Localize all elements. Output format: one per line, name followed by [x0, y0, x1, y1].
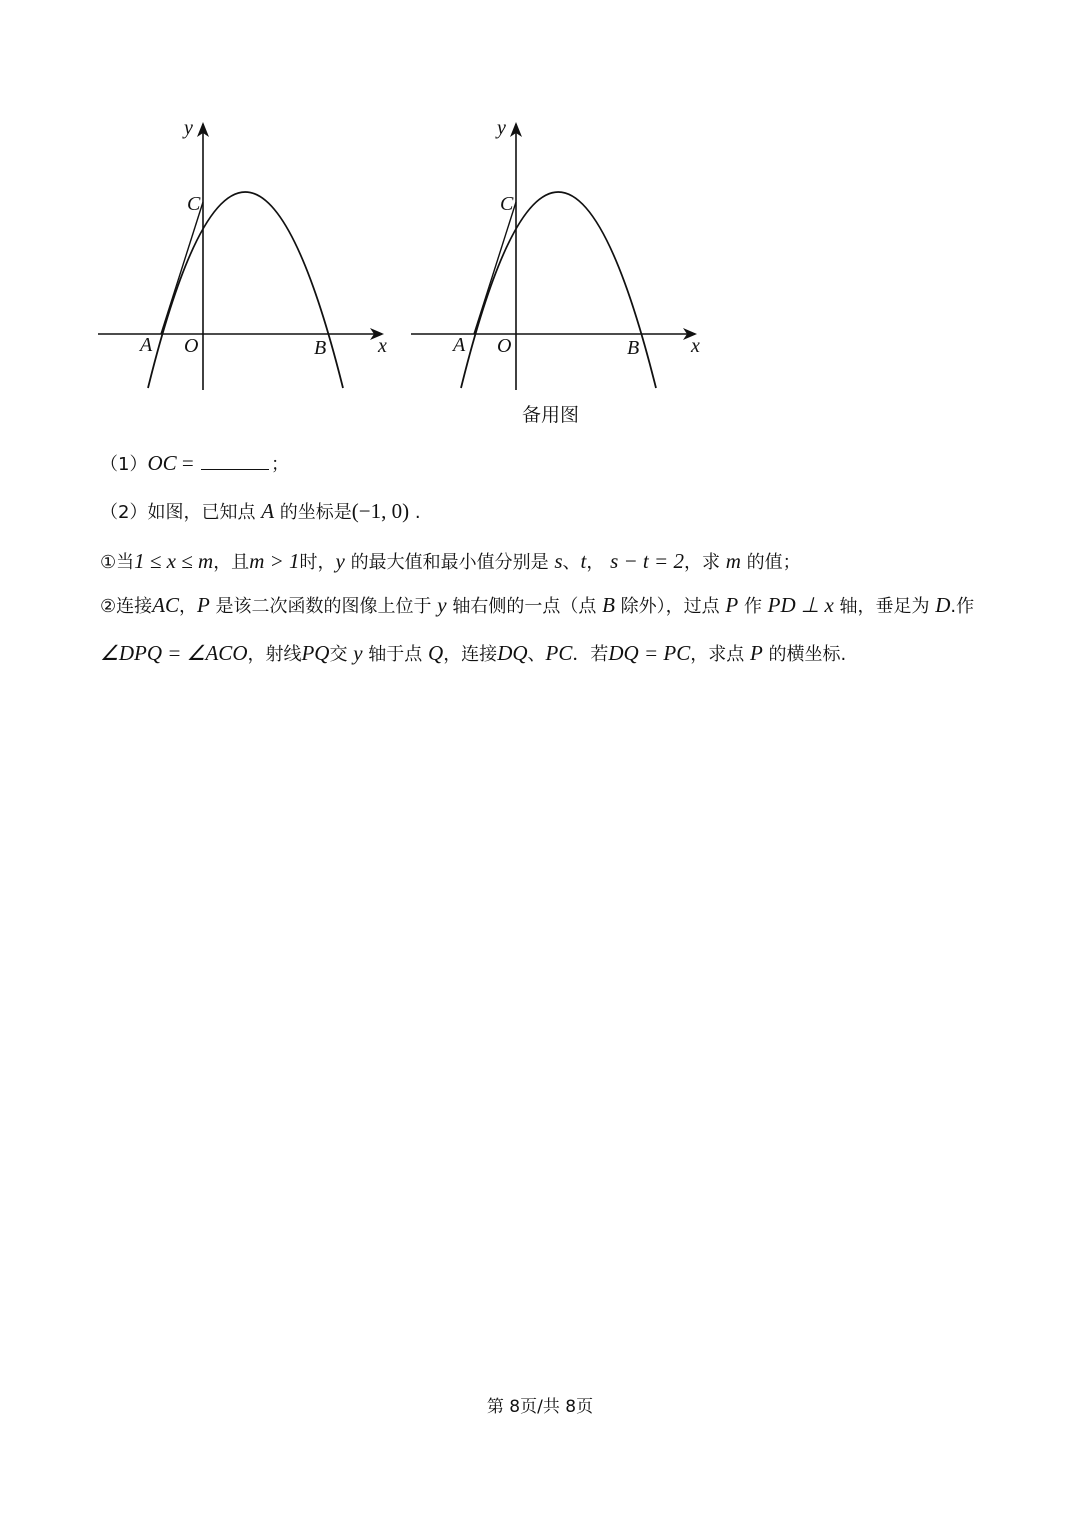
- chord-ac: [474, 202, 516, 334]
- q2c-text: ，射线: [247, 644, 302, 665]
- q2b-text: 除外），过点: [620, 596, 720, 617]
- q2b-text: 作: [743, 596, 762, 617]
- q2c-segment-dq: DQ: [497, 641, 528, 665]
- q2c-segment-pc: PC: [545, 641, 573, 665]
- label-o: O: [497, 335, 512, 357]
- question-2-part-2-line-2: [100, 640, 846, 668]
- label-a: A: [140, 334, 153, 356]
- q2b-segment-ac: AC: [152, 593, 179, 617]
- q1-lhs: OC: [147, 451, 177, 475]
- q2b-var-y: y: [437, 593, 447, 617]
- label-b: B: [627, 337, 640, 359]
- q2a-var-y: y: [335, 549, 345, 573]
- q2b-text: ，: [178, 596, 197, 617]
- q2a-condition-range: 1 ≤ x ≤ m: [134, 549, 214, 573]
- spare-figure-caption: 备用图: [522, 404, 580, 426]
- label-x: x: [691, 335, 700, 357]
- q2c-angle-equation: ∠DPQ = ∠ACO: [100, 641, 248, 665]
- q2b-point-d: D: [935, 593, 951, 617]
- q2c-text: 的横坐标.: [768, 644, 847, 665]
- figure-spare: [403, 110, 713, 404]
- question-1: [100, 450, 289, 478]
- q2c-point-q: Q: [428, 641, 444, 665]
- q2b-point-b: B: [602, 593, 615, 617]
- label-b: B: [314, 337, 327, 359]
- q2c-text: ．若: [572, 644, 609, 665]
- q2c-text: 交: [329, 644, 348, 665]
- q2a-var-s: s: [554, 549, 563, 573]
- label-o: O: [184, 335, 199, 357]
- q2c-point-p: P: [749, 641, 763, 665]
- q2a-text: ，求: [683, 552, 720, 573]
- q2a-text: 时，: [299, 552, 336, 573]
- q2-text: 的坐标是: [279, 502, 352, 523]
- q2b-point-p: P: [725, 593, 739, 617]
- q2a-text: ，且: [213, 552, 250, 573]
- question-2: [100, 498, 421, 526]
- q2-text: 如图，已知点: [147, 502, 256, 523]
- figure-main-svg: [90, 110, 400, 400]
- label-a: A: [453, 334, 466, 356]
- q2a-var-t: t: [580, 549, 587, 573]
- label-c: C: [187, 193, 201, 215]
- q1-equals: =: [176, 451, 199, 475]
- q2b-text: .作: [950, 596, 975, 617]
- q2a-text: 的最大值和最小值分别是: [350, 552, 549, 573]
- chord-ac: [161, 202, 203, 334]
- q2a-text: ，: [586, 552, 605, 573]
- q2c-text: ，求点: [690, 644, 745, 665]
- q2b-perpendicular: PD ⊥ x: [767, 593, 834, 617]
- q2a-condition-diff: s − t = 2: [610, 549, 684, 573]
- label-y: y: [497, 117, 506, 139]
- q2c-text: ，连接: [443, 644, 498, 665]
- q2-number: （2）: [100, 502, 148, 523]
- q2-end: .: [414, 502, 421, 523]
- page-footer: 第 8页/共 8页: [486, 1397, 594, 1417]
- question-2-part-1: [100, 548, 801, 576]
- answer-blank[interactable]: [201, 451, 269, 470]
- q2a-text: 的值；: [746, 552, 801, 573]
- label-c: C: [500, 193, 514, 215]
- q2c-condition: DQ = PC: [608, 641, 691, 665]
- q2-point-a: A: [261, 499, 275, 523]
- q2b-text: 轴右侧的一点（点: [452, 596, 597, 617]
- q2a-text: 、: [562, 552, 581, 573]
- label-x: x: [378, 335, 387, 357]
- question-2-part-2-line-1: [100, 592, 974, 620]
- q2b-point-p: P: [196, 593, 210, 617]
- q2c-ray-pq: PQ: [301, 641, 330, 665]
- q2a-condition-m: m > 1: [249, 549, 300, 573]
- q2c-text: 、: [527, 644, 546, 665]
- figure-main: [90, 110, 400, 404]
- label-y: y: [184, 117, 193, 139]
- q1-end: ；: [270, 454, 289, 475]
- q2c-var-y: y: [353, 641, 363, 665]
- q1-number: （1）: [100, 454, 148, 475]
- q2a-var-m: m: [725, 549, 741, 573]
- q2b-text: 轴，垂足为: [839, 596, 930, 617]
- q2b-text: 是该二次函数的图像上位于: [215, 596, 432, 617]
- q2-coordinate: (−1, 0): [351, 499, 410, 523]
- q2b-text: ②连接: [100, 596, 153, 617]
- q2a-text: ①当: [100, 552, 135, 573]
- q2c-text: 轴于点: [368, 644, 423, 665]
- figure-spare-svg: [403, 110, 713, 400]
